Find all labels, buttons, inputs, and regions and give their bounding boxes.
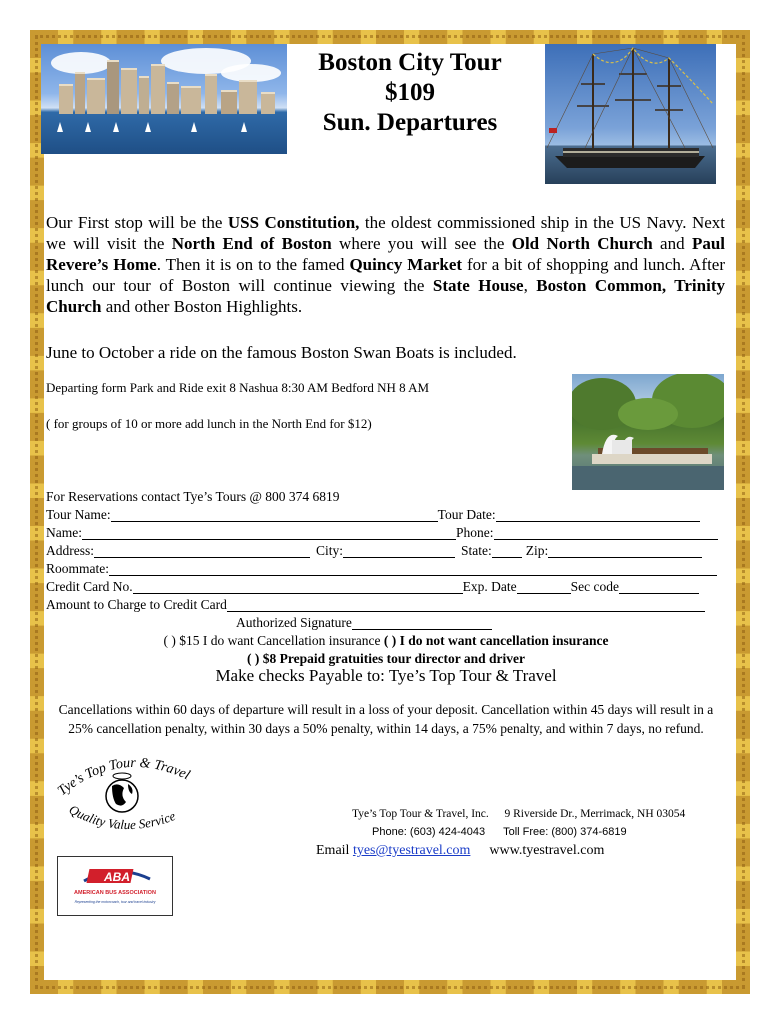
uss-constitution-photo <box>545 44 716 184</box>
tour-date-field[interactable] <box>496 507 700 522</box>
highlight-paul-revere: Paul Revere’s Home <box>46 234 726 274</box>
departure-info: Departing form Park and Ride exit 8 Nashua 8:30 AM Bedford NH 8 AM <box>46 380 430 395</box>
signature-field[interactable] <box>352 615 492 630</box>
city-field[interactable] <box>343 543 455 558</box>
insurance-yes-option[interactable]: ( ) $15 I do want Cancellation insurance <box>163 633 384 648</box>
title-price: $109 <box>385 79 435 106</box>
email-link[interactable]: tyes@tyestravel.com <box>352 843 471 858</box>
company-address-line <box>352 808 685 820</box>
highlight-boston-common: Boston Common, Trinity Church <box>46 276 725 316</box>
tyes-travel-logo <box>52 752 202 844</box>
amount-label: Amount to Charge to Credit Card <box>46 597 227 612</box>
highlight-north-end: North End of Boston <box>171 234 332 253</box>
state-label: State: <box>461 543 492 558</box>
email-label: Email <box>316 843 353 858</box>
logo-top-text: Tye’s Top Tour & Travel <box>55 755 193 800</box>
tour-title <box>300 48 520 138</box>
credit-card-label: Credit Card No. <box>46 579 133 594</box>
phone-number: Phone: (603) 424-4043 <box>372 826 486 838</box>
swan-boat-photo <box>572 374 724 490</box>
cancellation-policy: Cancellations within 60 days of departure will result in a loss of your deposit. Cancellation within 45 days will result in a 25% cancellation penalty, within 30 days a 50% penalty, within 14 days, a 75% penalty, and within 7 days, no refund. <box>58 702 714 736</box>
groups-note: ( for groups of 10 or more add lunch in the North End for $12) <box>46 416 372 431</box>
signature-label: Authorized Signature <box>236 615 352 630</box>
aba-logo <box>57 856 173 916</box>
name-field[interactable] <box>82 525 456 540</box>
tour-name-field[interactable] <box>111 507 438 522</box>
highlight-quincy-market: Quincy Market <box>349 255 463 274</box>
reservation-form <box>46 488 726 668</box>
phone-line <box>372 826 627 838</box>
address-label: Address: <box>46 543 94 558</box>
boston-skyline-photo <box>41 44 287 154</box>
toll-free-number: Toll Free: (800) 374-6819 <box>503 826 627 838</box>
phone-label: Phone: <box>456 525 494 540</box>
phone-field[interactable] <box>494 525 718 540</box>
company-address: 9 Riverside Dr., Merrimack, NH 03054 <box>504 808 686 820</box>
svg-text:Tye’s Top Tour & Travel <box>55 756 192 799</box>
website-text: www.tyestravel.com <box>489 843 605 858</box>
tour-description: Our First stop will be the USS Constitution, the oldest commissioned ship in the US Navy. Next we will visit the North End of Boston where you will see the Old North Church and Paul Revere’s Home. Then it is on to the famed Quincy Market for a bit of shopping and lunch. After lunch our tour of Boston will continue viewing the State House, Boston Common, Trinity Church and other Boston Highlights. <box>46 213 726 316</box>
checks-payable: Make checks Payable to: Tye’s Top Tour & Travel <box>215 666 557 685</box>
gratuities-option[interactable]: ( ) $8 Prepaid gratuities tour director and driver <box>247 651 525 666</box>
swan-boats-note: June to October a ride on the famous Boston Swan Boats is included. <box>46 343 517 362</box>
highlight-uss-constitution: USS Constitution, <box>227 213 360 232</box>
roommate-label: Roommate: <box>46 561 109 576</box>
aba-letters: ABA <box>104 870 130 884</box>
company-name: Tye’s Top Tour & Travel, Inc. <box>352 808 489 820</box>
aba-name: AMERICAN BUS ASSOCIATION <box>74 890 156 896</box>
exp-date-field[interactable] <box>517 579 571 594</box>
sec-code-field[interactable] <box>619 579 699 594</box>
exp-date-label: Exp. Date <box>462 579 517 594</box>
globe-icon <box>106 773 138 812</box>
title-line-1: Boston City Tour <box>318 49 502 76</box>
name-label: Name: <box>46 525 82 540</box>
tour-name-label: Tour Name: <box>46 507 111 522</box>
highlight-old-north-church: Old North Church <box>511 234 653 253</box>
aba-tagline: Representing the motorcoach, tour and travel industry <box>74 900 156 904</box>
roommate-field[interactable] <box>109 561 717 576</box>
highlight-state-house: State House <box>432 276 524 295</box>
zip-label: Zip: <box>525 543 549 558</box>
zip-field[interactable] <box>548 543 702 558</box>
state-field[interactable] <box>492 543 522 558</box>
reservations-contact: For Reservations contact Tye’s Tours @ 800 374 6819 <box>46 489 340 504</box>
tour-date-label: Tour Date: <box>437 507 496 522</box>
insurance-no-option[interactable]: ( ) I do not want cancellation insurance <box>383 633 609 648</box>
address-field[interactable] <box>94 543 310 558</box>
sec-code-label: Sec code <box>570 579 619 594</box>
city-label: City: <box>316 543 344 558</box>
email-web-line <box>316 843 604 859</box>
svg-text:Quality Value Service <box>67 802 178 833</box>
title-departures: Sun. Departures <box>322 109 498 136</box>
amount-field[interactable] <box>227 597 705 612</box>
logo-bottom-text: Quality Value Service <box>66 801 178 833</box>
credit-card-field[interactable] <box>133 579 463 594</box>
